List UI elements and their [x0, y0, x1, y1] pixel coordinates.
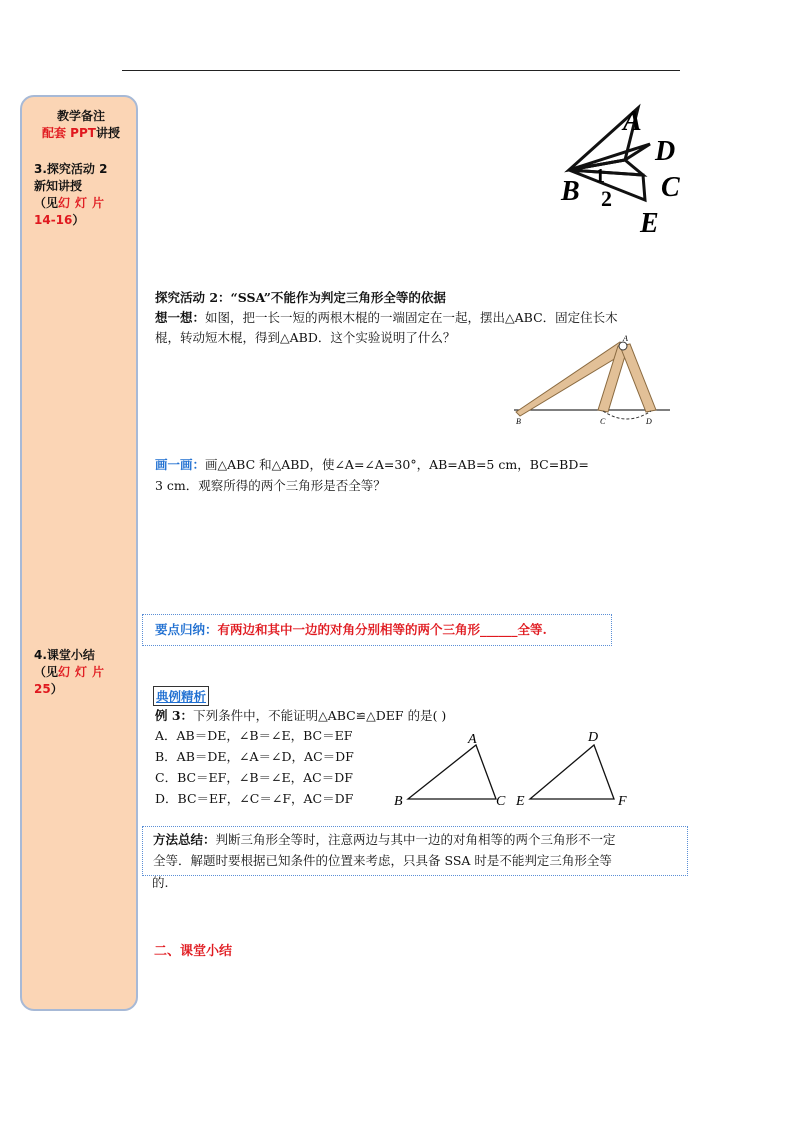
stick-label-b: B — [516, 417, 521, 426]
tri-label-e: E — [516, 794, 525, 809]
example-triangles — [390, 725, 640, 815]
method-line-2: 全等．解题时要根据已知条件的位置来考虑，只具备 SSA 时是不能判定三角形全等 — [153, 853, 612, 868]
option-a: A．AB＝DE，∠B＝∠E，BC＝EF — [155, 728, 353, 743]
option-b: B．AB＝DE，∠A＝∠D，AC＝DF — [155, 749, 354, 764]
block1-line1: 3.探究活动 2 — [34, 162, 108, 176]
top-fig-label-d: D — [655, 136, 676, 167]
top-geometry-figure — [555, 100, 695, 240]
teaching-notes-sidebar — [20, 95, 138, 1011]
top-fig-label-1: 1 — [595, 165, 605, 187]
top-fig-label-e: E — [640, 208, 659, 239]
example-label: 例 3： — [155, 708, 194, 723]
key-points-text: 有两边和其中一边的对角分别相等的两个三角形______全等. — [217, 622, 547, 637]
stick-label-d: D — [646, 417, 652, 426]
draw-line-2: 3 cm．观察所得的两个三角形是否全等？ — [155, 478, 386, 493]
tri-label-d: D — [588, 730, 599, 745]
method-box — [142, 826, 688, 876]
key-points-box — [142, 614, 612, 646]
tri-label-c: C — [496, 794, 506, 809]
think-text-1: 如图，把一长一短的两根木棍的一端固定在一起，摆出△ABC．固定住长木 — [205, 310, 618, 325]
method-line-1 — [153, 830, 616, 850]
block1-close: ） — [72, 213, 85, 227]
sidebar-block-summary — [34, 647, 109, 698]
block1-range: 14-16 — [34, 213, 73, 227]
example-question-text: 下列条件中，不能证明△ABC≌△DEF 的是( ) — [193, 708, 447, 723]
sidebar-subtitle-teach: 讲授 — [95, 126, 120, 140]
stick-label-a: A — [623, 334, 628, 343]
example-tag: 典例精析 — [153, 686, 209, 706]
draw-line-1 — [155, 455, 589, 475]
option-d: D．BC＝EF，∠C＝∠F，AC＝DF — [155, 791, 354, 806]
block1-slide: 幻灯片 — [58, 196, 110, 210]
sticks-figure — [510, 332, 680, 427]
example-question — [155, 706, 446, 726]
top-fig-label-a: A — [623, 106, 642, 137]
think-line-2: 棍，转动短木棍，得到△ABD．这个实验说明了什么？ — [155, 330, 456, 345]
block1-line4 — [34, 212, 109, 229]
tri-label-a: A — [468, 732, 477, 747]
method-label: 方法总结： — [153, 832, 216, 847]
block2-slide: 幻灯片 — [58, 665, 110, 679]
tri-label-f: F — [618, 794, 627, 809]
block2-num: 25 — [34, 682, 51, 696]
method-text-1: 判断三角形全等时，注意两边与其中一边的对角相等的两个三角形不一定 — [215, 832, 616, 847]
section-heading-summary: 二、课堂小结 — [154, 944, 233, 959]
sidebar-block-activity — [34, 161, 109, 229]
block2-see: （见 — [34, 665, 59, 679]
sidebar-subtitle — [22, 124, 140, 141]
method-line-3: 的. — [152, 875, 169, 890]
block1-line3 — [34, 195, 109, 212]
tri-label-b: B — [394, 794, 403, 809]
stick-label-c: C — [600, 417, 606, 426]
think-label: 想一想： — [155, 310, 206, 325]
top-fig-label-2: 2 — [601, 186, 612, 211]
sidebar-title: 教学备注 — [56, 109, 105, 123]
draw-text-1: 画△ABC 和△ABD，使∠A=∠A=30°，AB=AB=5 cm，BC=BD= — [205, 457, 589, 472]
top-fig-label-b: B — [561, 176, 580, 207]
draw-label: 画一画： — [155, 457, 206, 472]
block1-see: （见 — [34, 196, 59, 210]
header-rule — [122, 70, 680, 71]
sidebar-subtitle-ppt: 配套 PPT — [42, 126, 96, 140]
block2-close: ） — [50, 682, 63, 696]
block2-line3 — [34, 681, 109, 698]
key-points-line — [155, 620, 547, 640]
activity-heading: 探究活动 2：“SSA”不能作为判定三角形全等的依据 — [155, 290, 446, 305]
think-line-1 — [155, 308, 618, 328]
block1-line2: 新知讲授 — [34, 179, 83, 193]
key-points-label: 要点归纳： — [155, 622, 218, 637]
top-fig-label-c: C — [661, 172, 680, 203]
option-c: C．BC＝EF，∠B＝∠E，AC＝DF — [155, 770, 353, 785]
block2-line2 — [34, 664, 109, 681]
block2-line1: 4.课堂小结 — [34, 648, 95, 662]
